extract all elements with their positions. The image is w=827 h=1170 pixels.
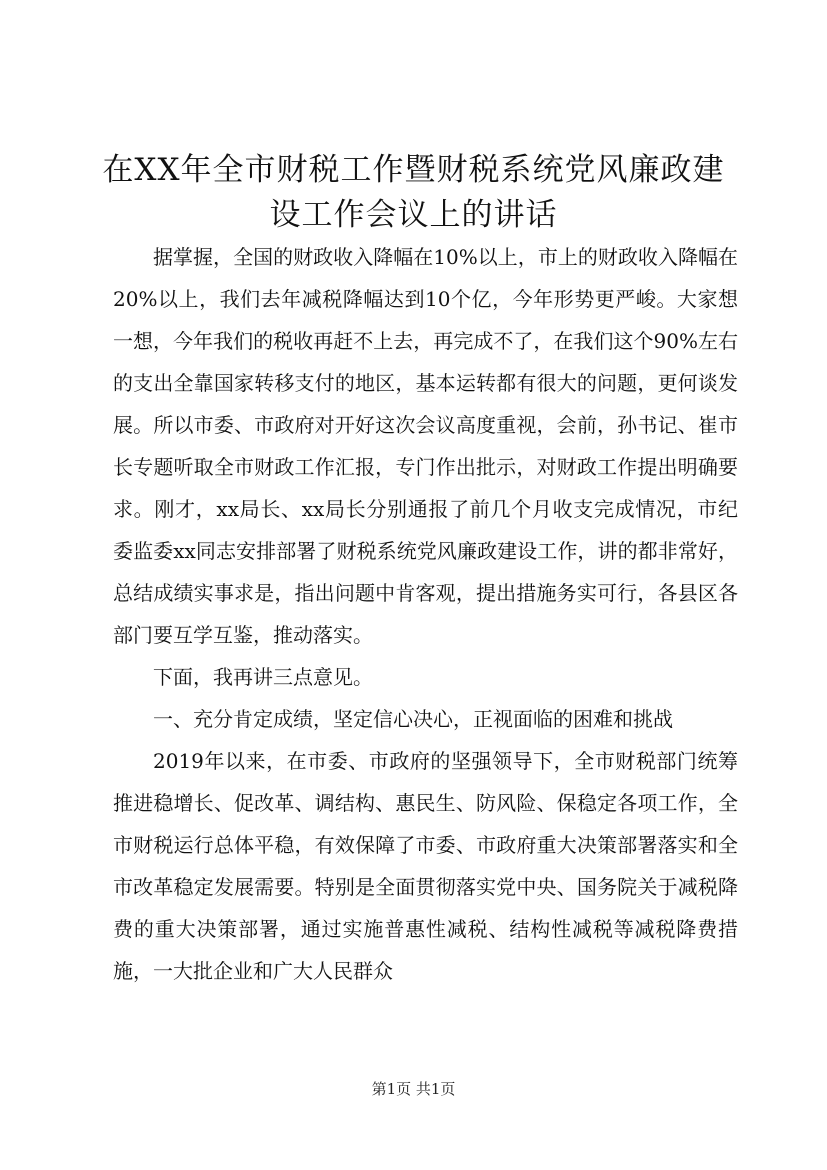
paragraph: 据掌握，全国的财政收入降幅在10%以上，市上的财政收入降幅在20%以上，我们去年减税降幅达到10个亿，今年形势更严峻。大家想一想，今年我们的税收再赶不上去，再完成不了，在我们这个90%左右的支出全靠国家转移支付的地区，基本运转都有很大的问题，更何谈发展。所以市委、市政府对开好这次会议高度重视，会前，孙书记、崔市长专题听取全市财政工作汇报，专门作出批示，对财政工作提出明确要求。刚才，xx局长、xx局长分别通报了前几个月收支完成情况，市纪委监委xx同志安排部署了财税系统党风廉政建设工作，讲的都非常好，总结成绩实事求是，指出问题中肯客观，提出措施务实可行，各县区各部门要互学互鉴，推动落实。 xyxy=(113,245,738,647)
title-line-2: 设工作会议上的讲话 xyxy=(269,197,558,233)
paragraph: 下面，我再讲三点意见。 xyxy=(153,665,373,689)
paragraph: 2019年以来，在市委、市政府的坚强领导下，全市财税部门统筹推进稳增长、促改革、调结构、惠民生、防风险、保稳定各项工作，全市财税运行总体平稳，有效保障了市委、市政府重大决策部署落实和全市改革稳定发展需要。特别是全面贯彻落实党中央、国务院关于减税降费的重大决策部署，通过实施普惠性减税、结构性减税等减税降费措施，一大批企业和广大人民群众 xyxy=(113,749,738,983)
section-heading: 一、充分肯定成绩，坚定信心决心，正视面临的困难和挑战 xyxy=(153,707,673,731)
title-line-1: 在XX年全市财税工作暨财税系统党风廉政建 xyxy=(102,152,725,188)
page-number-footer: 第1页 共1页 xyxy=(371,1080,456,1098)
document-title xyxy=(100,148,727,238)
document-body xyxy=(113,236,738,992)
